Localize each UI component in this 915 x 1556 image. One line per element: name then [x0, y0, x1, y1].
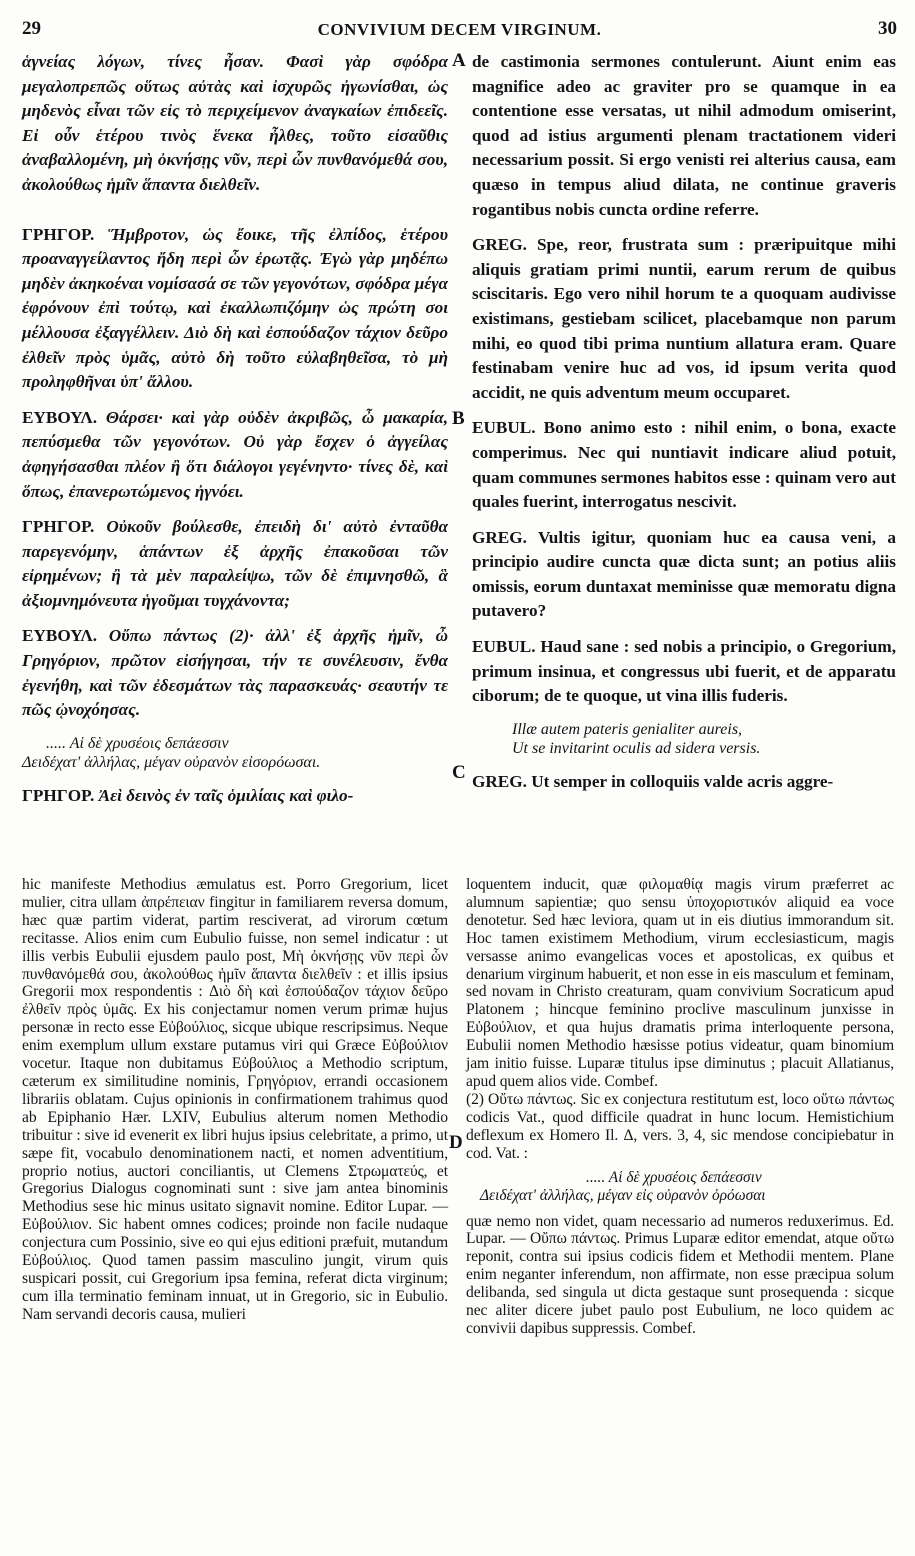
note-left: hic manifeste Methodius æmulatus est. Porro Gregorium, licet mulier, citra ullam ἀπρέπειαν fingitur in familiarem reversa domum, hæc quæ partim viderat, partim resciverat, ad virorum cœtum recitasse. Alios enim cum Eubulio fuisse, non semel indicatur : ut illis verbis Eubulii ejusdem paulo post, Μὴ ὀκνήσῃς νῦν περὶ ὧν πυνθανόμεθά σου, ἀκολούθως ἡμῖν ἅπαντα διελθεῖν : et illis ipsius Gregorii mox respondentis : Διὸ δὴ καὶ ἐσπούδαζον τάχιον δεῦρο ἐλθεῖν πρὸς ὑμᾶς. Ex his conjectamur nomen verum primæ hujus personæ in recto esse Εὐβούλιος, sicque ubique rescripsimus. Neque enim exemplum ullum exstare putamus viri qui Græce Εὐβούλιον vocetur. Itaque non dubitamus Εὐβούλιος a Methodio scriptum, cæterum ex similitudine nominis, Γρηγόριον, errandi occasionem librariis oblatam. Cujus opinionis in confirmationem trahimus quod ab Epiphanio Hær. LXIV, Eubulius alterum nomen Methodio tribuitur : sive id evenerit ex libri hujus ipsius celebritate, a primo, ut sæpe fit, vocabulo denominationem nacti, et nomen adventitium, proprio notius, auctori conciliantis, ut Clemens Στρωματεύς, et Gregorius Dialogus cognominati sunt : sive jam antea binominis Methodius sese hic minus usitato signavit nomine. Editor Lupar. — Εὐβούλιον. Sic habent omnes codices; proinde non facile nudaque conjectura cum Possinio, sive eo qui ejus editioni præfuit, mutandum Εὐβούλιος. Quod tamen passim masculino jungit, virum quis suspicari possit, cui Gregorium ipsa femina, referat dicta virginum; cum illa terminatio feminam innuat, ut in Gregorio, sic in Eubulio. Nam servandi decoris causa, mulieri: [22, 876, 448, 1323]
latin-verse: [472, 720, 896, 758]
verse-line-1: ..... Αἱ δὲ χρυσέοις δεπάεσσιν: [46, 734, 229, 752]
speaker-label: GREG.: [472, 527, 527, 547]
marker-d: D: [449, 1132, 463, 1153]
marker-a: A: [452, 50, 466, 71]
verse-line-2: Ut se invitarint oculis ad sidera versis.: [512, 739, 761, 757]
paragraph-text: Ut semper in colloquiis valde acris aggre-: [531, 771, 834, 791]
speaker-label: ΕΥΒΟΥΛ.: [22, 407, 97, 427]
speaker-label: ΕΥΒΟΥΛ.: [22, 626, 97, 646]
speaker-label: GREG.: [472, 235, 527, 255]
note-verse-line-2: Δειδέχατ' ἀλλήλας, μέγαν εἰς οὐρανὸν ὁρόωσαι: [480, 1186, 766, 1204]
speaker-label: EUBUL.: [472, 418, 536, 438]
verse-line-1: Illæ autem pateris genialiter aureis,: [512, 720, 743, 738]
paragraph-text: Οὔπω πάντως (2)· ἀλλ' ἐξ ἀρχῆς ἡμῖν, ὦ Γρηγόριον, πρῶτον εἰσήγησαι, τήν τε συνέλευσιν, ἔνθα ἐγενήθη, καὶ τῶν ἐδεσμάτων τὰς παρασκευάς· σεαυτήν τε πῶς ᾠνοχόησας.: [22, 626, 449, 720]
paragraph-text: Ἥμβροτον, ὡς ἔοικε, τῆς ἐλπίδος, ἑτέρου προαναγγείλαντος ἤδη περὶ ὧν ἐρωτᾷς. Ἐγὼ γὰρ μηδέπω μηδὲν ἀκηκοέναι νομίσασά σε τῶν γεγονότων, σφόδρα μέγα ἐφρόνουν ἐπὶ τούτῳ, καὶ ἐκαλλωπιζόμην ὡς πρώτη σοι μέλλουσα ἐξαγγέλλειν. Διὸ δὴ καὶ ἐσπούδαζον τάχιον δεῦρο ἐλθεῖν πρὸς ὑμᾶς, αὐτὸ δὴ τοῦτο εὐλαβηθεῖσα, τὸ μὴ προληφθῆναι ὑπ' ἄλλου.: [22, 224, 448, 392]
paragraph-text: Θάρσει· καὶ γὰρ οὐδὲν ἀκριβῶς, ὦ μακαρία, πεπύσμεθα τῶν γεγονότων. Οὐ γὰρ ἔσχεν ὁ ἀγγείλας ἀφηγήσασθαι πλέον ἢ ὅτι διάλογοι γεγένηντο· τίνες δὲ, καὶ ὅπως, ἐπανερωτώμενος ἠγνόει.: [22, 407, 448, 501]
paragraph-text: Spe, reor, frustrata sum : præripuitque mihi aliquis gratiam primi nuntii, earum rerum de quibus sciscitaris. Ego vero nihil horum te a quoquam audivisse existimans, gestiebam scilicet, placebamque non parum mihi, eo quod tibi prima nuntium allatura eram. Quare festinabam venire huc ad vos, id ipsum verita quod accidit, ne quis adventum meum occuparet.: [472, 235, 897, 402]
greek-verse: [22, 734, 448, 772]
page-number-left: 29: [22, 18, 41, 39]
latin-paragraph-6: [472, 770, 896, 795]
verse-line-2: Δειδέχατ' ἀλλήλας, μέγαν οὐρανὸν εἰσορόωσαι.: [22, 753, 321, 771]
greek-paragraph-3: [22, 406, 448, 504]
latin-paragraph-5: [472, 635, 896, 709]
paragraph-text: Haud sane : sed nobis a principio, o Gregorium, primum insinua, et congressus ubi fuerit, et de apparatu ciborum; de te quoque, ut vina illis fuderis.: [472, 637, 896, 706]
greek-paragraph-5: [22, 624, 448, 722]
speaker-label: ΓΡΗΓΟΡ.: [22, 517, 95, 537]
paragraph-text: Ἀεὶ δεινὸς ἐν ταῖς ὁμιλίαις καὶ φιλο-: [98, 785, 354, 805]
greek-paragraph-4: [22, 515, 448, 613]
notes-right-column: [466, 876, 894, 1338]
note-right-2: (2) Οὔτω πάντως. Sic ex conjectura restitutum est, loco οὕτω πάντως codicis Vat., quod difficile quadrat in hunc locum. Hemistichium deflexum ex Homero Il. Δ, vers. 3, 4, sic mendose concipiebatur in cod. Vat. :: [466, 1090, 894, 1162]
note-right-1: loquentem inducit, quæ φιλομαθίᾳ magis virum præferret ac alumnum sapientiæ; quo sensu ὑποχοριστικόν aliquid ea voce denotetur. Sed hæc leviora, quam ut in eis diutius immorandum sit. Hoc tamen existimem Methodium, virum ecclesiasticum, magis versasse animo evangelicas voces et apostolicas, ex quibus et denarium virginum habuerit, et non esse in eis masculum et feminam, sed novam in Christo creaturam, quam convivium Socraticum apud Platonem ; hincque feminino proclive masculinum junxisse in Εὐβούλιον, et qua hujus dramatis prima interloquente persona, Eubulii nomen Methodio hæsisse potius videatur, quam binomium jam initio fuisse. Luparæ titulus ipse diminutus ; placuit Allatianus, apud quem alios vide. Combef.: [466, 876, 894, 1090]
note-right-3: quæ nemo non videt, quam necessario ad numeros reduxerimus. Ed. Lupar. — Οὔπω πάντως. Primus Luparæ editor emendat, atque οὔτω reponit, contra sui ipsius codicis fidem et Methodii mentem. Plane enim neganter inferendum, non affirmate, non esse præcipua solum delibanda, sed singula ut dicta gestaque sunt prosequenda : sicque nec aliter dicere jubet paulo post Eubulium, ne loco quidem ac convivii dapibus suppressis. Combef.: [466, 1212, 894, 1337]
paragraph-text: Οὐκοῦν βούλεσθε, ἐπειδὴ δι' αὐτὸ ἐνταῦθα παρεγενόμην, ἁπάντων ἐξ ἀρχῆς ἐπακοῦσαι τῶν εἰρημένων; ἢ τὰ μὲν παραλείψω, τῶν δὲ ἐπιμνησθῶ, ἃ ἀξιομνημόνευτα ἡγοῦμαι τυγχάνοντα;: [22, 517, 448, 610]
latin-paragraph-1: de castimonia sermones contulerunt. Aiunt enim eas magnifice adeo ac graviter pro se quamque in ea contentione esse versatas, ut nihil admodum omiserint, quod ad istius argumenti plenam tractationem videri necessarium possit. Si ergo venisti rei alterius causa, eam quæso in tempus aliud dilata, ne continue graveris rogantibus nobis cuncta ordine referre.: [472, 52, 896, 219]
running-title: CONVIVIUM DECEM VIRGINUM.: [317, 20, 602, 39]
latin-paragraph-2: [472, 233, 896, 405]
marker-c: C: [452, 762, 466, 783]
latin-paragraph-3: [472, 416, 896, 514]
speaker-label: ΓΡΗΓΟΡ.: [22, 785, 95, 805]
greek-column: [22, 50, 448, 819]
speaker-label: GREG.: [472, 771, 527, 791]
greek-paragraph-1: ἁγνείας λόγων, τίνες ἦσαν. Φασὶ γὰρ σφόδρα μεγαλοπρεπῶς οὕτως αὐτὰς καὶ ἰσχυρῶς ἠγωνίσθαι, ὡς μηδενὸς εἶναι τῶν εἰς τὸ περιχείμενον ἀναγκαίων ἐπιδεεῖς. Εἰ οὖν ἑτέρου τινὸς ἕνεκα ἦλθες, τοῦτο εἰσαῦθις ἀναβαλλομένη, μὴ ὀκνήσῃς νῦν, περὶ ὧν πυνθανόμεθά σου, ἀκολούθως ἡμῖν ἅπαντα διελθεῖν.: [22, 52, 448, 194]
paragraph-text: Bono animo esto : nihil enim, o bona, exacte comperimus. Nec qui nuntiavit indicare aliud potuit, quam communes sermones habitos esse : quinam vero aut quales fuerint, interrogatus nescivit.: [472, 418, 897, 512]
latin-paragraph-4: [472, 526, 896, 624]
greek-paragraph-2: [22, 223, 448, 395]
paragraph-text: Vultis igitur, quoniam huc ea causa veni, a principio audire cuncta quæ dicta sunt; an potius aliis omissis, eorum duntaxat meminisse quæ memoratu digna putavero?: [472, 527, 896, 621]
note-verse: [466, 1169, 894, 1205]
page-number-right: 30: [878, 18, 897, 39]
speaker-label: EUBUL.: [472, 637, 536, 657]
speaker-label: ΓΡΗΓΟΡ.: [22, 224, 95, 244]
greek-paragraph-6: [22, 784, 448, 809]
notes-left-column: [22, 876, 448, 1324]
note-verse-line-1: ..... Αἱ δὲ χρυσέοις δεπάεσσιν: [586, 1168, 762, 1186]
marker-b: B: [452, 408, 465, 429]
page-header: [22, 16, 897, 44]
latin-column: [472, 50, 896, 805]
